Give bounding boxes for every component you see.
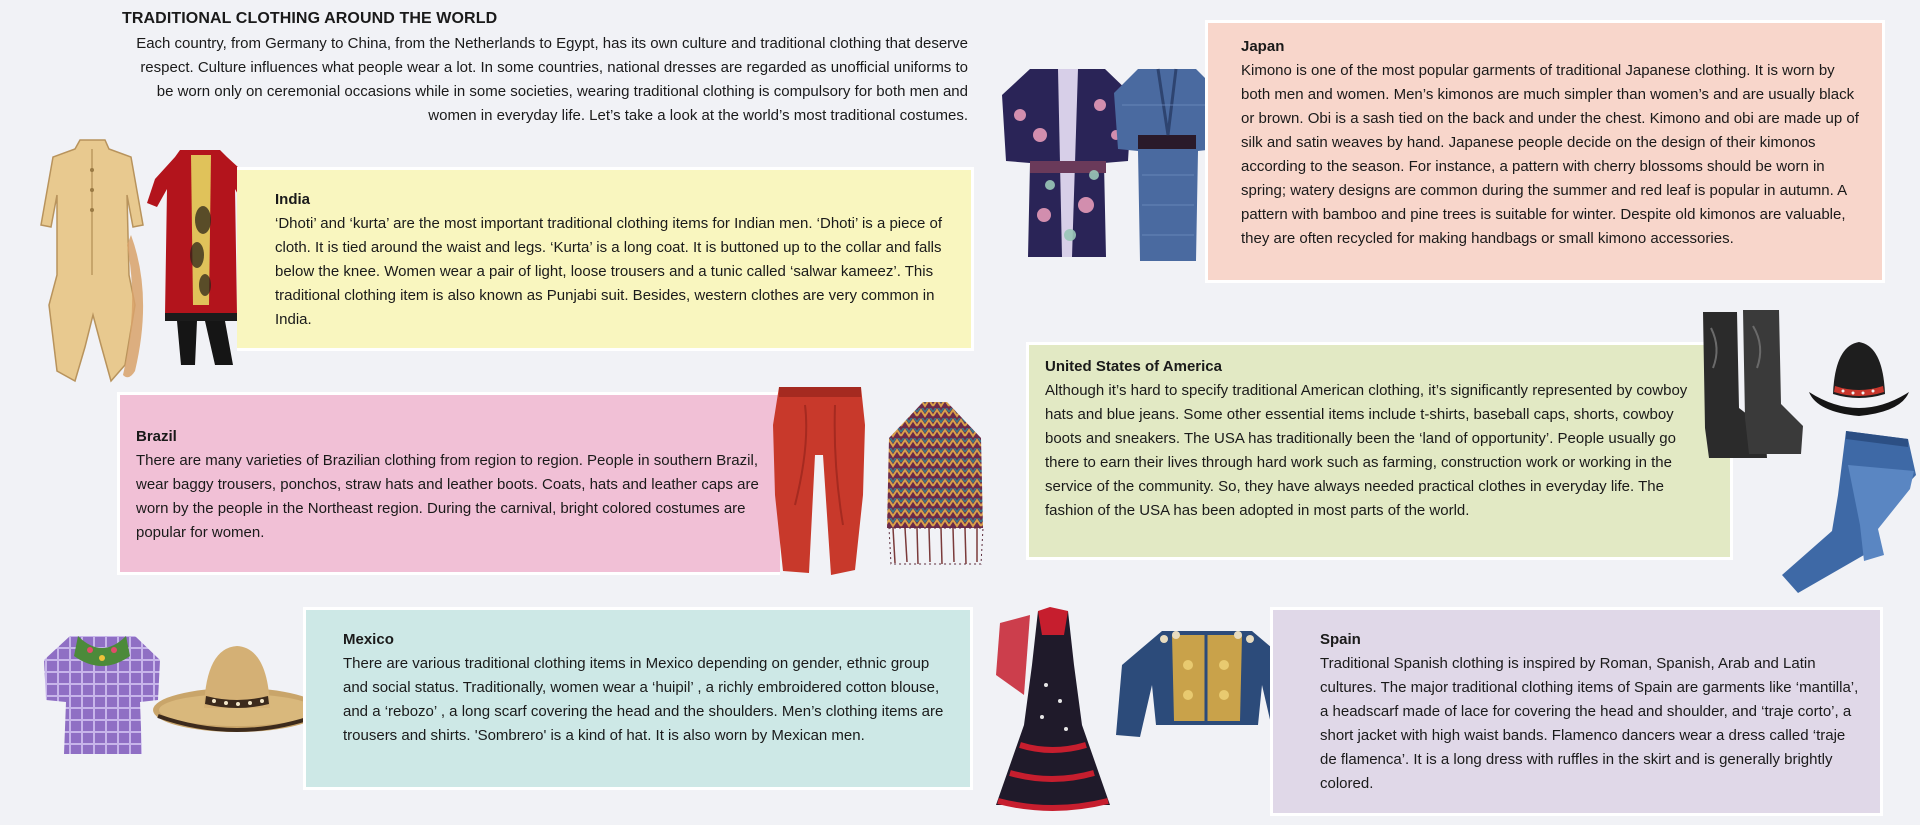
spain-flamenco-dress-image	[990, 605, 1115, 815]
india-title: India	[275, 191, 311, 208]
usa-text: Although it’s hard to specify traditional American clothing, it’s significantly represented by cowboy hats and blue jeans. Some other essential items include t-shirts, baseball caps, shorts, cowboy boots and sneakers. The USA has traditionally been the ‘land of opportunity’. People usually go there to earn their lives through hard work such as farming, construction work or working in the service of the community. So, they have always needed practical clothes in everyday life. The fashion of the USA has been adopted in most parts of the world.	[1045, 382, 1688, 519]
mexico-sombrero-image	[150, 640, 325, 740]
brazil-title: Brazil	[136, 428, 177, 445]
usa-title: United States of America	[1045, 358, 1222, 375]
spain-section	[1270, 607, 1883, 816]
usa-section	[1026, 342, 1733, 560]
japan-section	[1205, 20, 1885, 283]
mexico-text: There are various traditional clothing items in Mexico depending on gender, ethnic group and social status. Traditionally, women wear a ‘huipil’ , a richly embroidered cotton blouse, and a ‘rebozo’ , a long scarf covering the head and the shoulders. Men’s clothing items are trousers and shirts. 'Sombrero' is a kind of hat. It is also worn by Mexican men.	[343, 655, 944, 744]
japan-title: Japan	[1241, 38, 1285, 55]
brazil-trousers-image	[765, 385, 875, 585]
brazil-poncho-image	[885, 398, 985, 568]
intro	[122, 10, 968, 128]
brazil-text: There are many varieties of Brazilian clothing from region to region. People in southern Brazil, wear baggy trousers, ponchos, straw hats and leather boots. Coats, hats and leather caps are worn by the people in the Northeast region. During the carnival, bright colored costumes are popular for women.	[136, 452, 759, 541]
brazil-section	[117, 392, 780, 575]
mexico-huipil-image	[40, 630, 165, 760]
india-section	[237, 167, 974, 351]
intro-text: Each country, from Germany to China, from the Netherlands to Egypt, has its own culture and traditional clothing that deserve respect. Culture influences what people wear a lot. In some countries, national dresses are regarded as unofficial uniforms to be worn only on ceremonial occasions while in some societies, wearing traditional clothing is compulsory for both men and women in everyday life. Let’s take a look at the world’s most traditional costumes.	[136, 35, 968, 124]
usa-cowboy-hat-image	[1805, 332, 1913, 427]
mexico-section	[303, 607, 973, 790]
spain-text: Traditional Spanish clothing is inspired by Roman, Spanish, Arab and Latin cultures. The major traditional clothing items of Spain are garments like ‘mantilla’, a headscarf made of lace for covering the head and shoulder, and ‘traje corto’, a short jacket with high waist bands. Flamenco dancers wear a dress called ‘traje de flamenca’. It is a long dress with ruffles in the skirt and is generally brightly colored.	[1320, 655, 1859, 792]
india-text: ‘Dhoti’ and ‘kurta’ are the most important traditional clothing items for Indian men. ‘Dhoti’ is a piece of cloth. It is tied around the waist and legs. ‘Kurta’ is a long coat. It is buttoned up to the collar and falls below the knee. Women wear a pair of light, loose trousers and a tunic called ‘salwar kameez’. This traditional clothing item is also known as Punjabi suit. Besides, western clothes are very common in India.	[275, 215, 942, 328]
india-kurta-dhoti-image	[35, 135, 150, 385]
usa-blue-jeans-image	[1768, 425, 1918, 595]
japan-text: Kimono is one of the most popular garments of traditional Japanese clothing. It is worn by both men and women. Men’s kimonos are much simpler than women’s and are usually black or brown. Obi is a sash tied on the back and under the chest. Kimono and obi are made up of silk and satin weaves by hand. Japanese people decide on the design of their kimonos according to the season. For instance, a pattern with cherry blossoms should be worn in spring; watery designs are common during the summer and red leaf is popular in autumn. A pattern with bamboo and pine trees is suitable for winter. Despite old kimonos are valuable, they are often recycled for making handbags or small kimono accessories.	[1241, 62, 1859, 247]
mexico-title: Mexico	[343, 631, 394, 648]
spain-title: Spain	[1320, 631, 1361, 648]
page-title: TRADITIONAL CLOTHING AROUND THE WORLD	[122, 10, 498, 27]
